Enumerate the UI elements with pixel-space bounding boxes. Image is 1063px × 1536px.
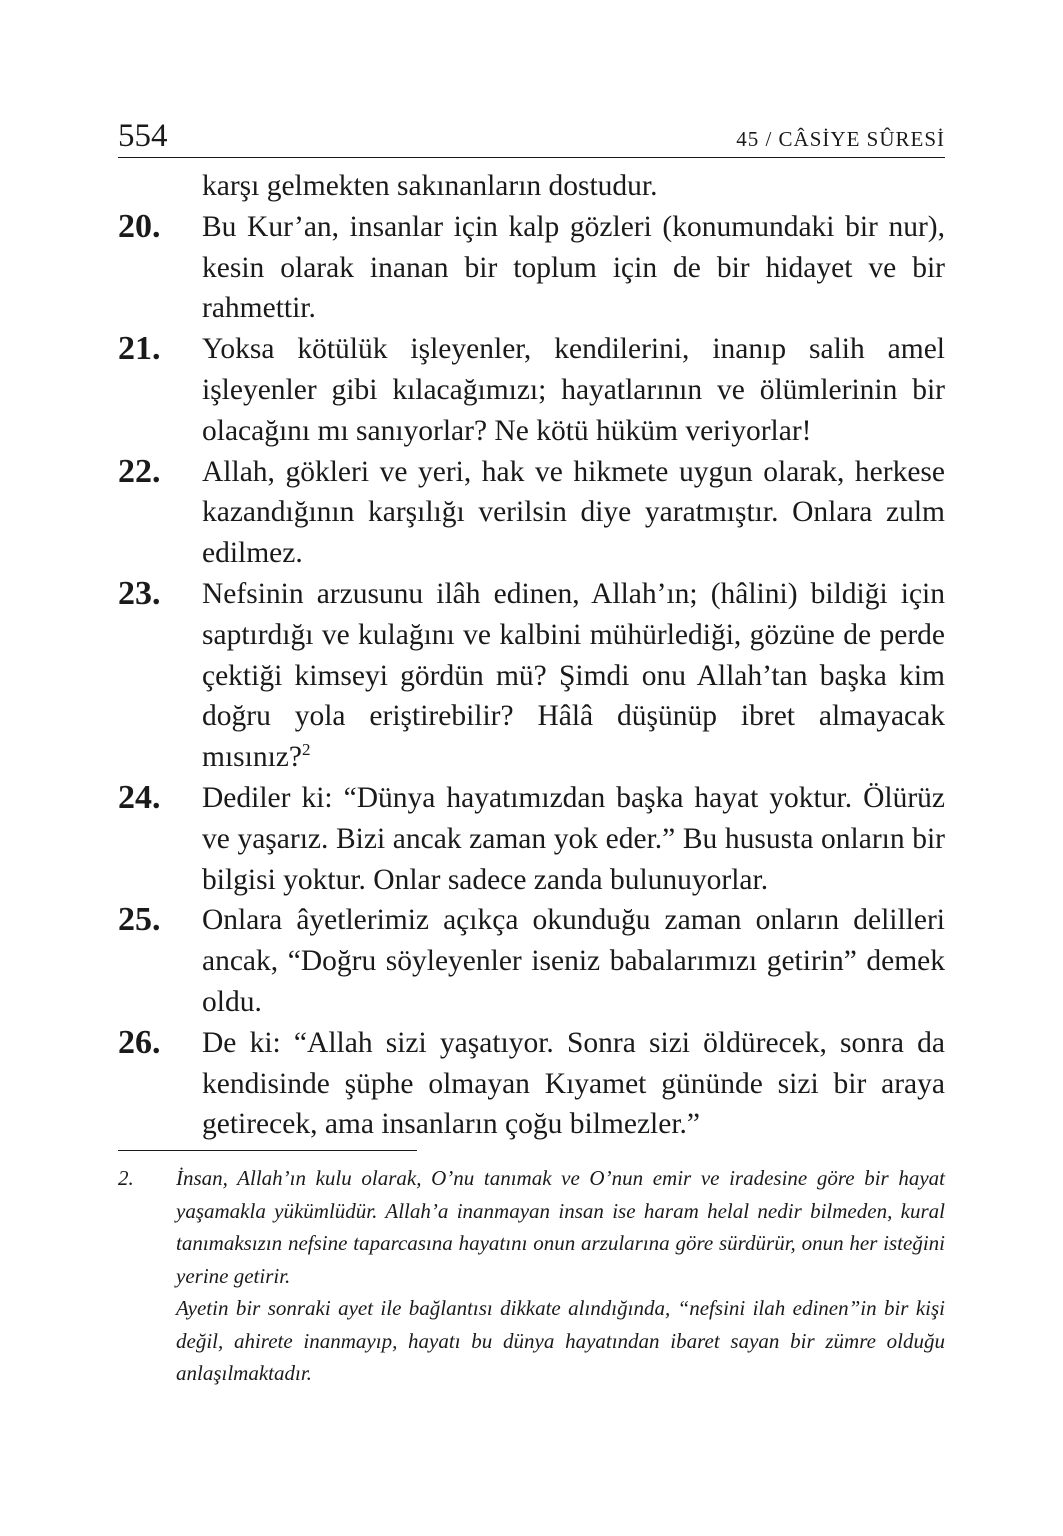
verse-text: Bu Kur’an, insanlar için kalp gözleri (konumundaki bir nur), kesin olarak inanan bir toplum için de bir hidayet ve bir rahmettir. [202, 210, 945, 325]
footnote-2 [118, 1162, 945, 1390]
verse-22 [118, 452, 945, 574]
footnotes [118, 1162, 945, 1390]
header-rule [118, 157, 945, 158]
page-number: 554 [118, 118, 168, 154]
running-head: 45 / CÂSİYE SÛRESİ [736, 127, 945, 151]
verse-21 [118, 329, 945, 451]
verse-list [118, 166, 945, 1145]
footnote-paragraph: İnsan, Allah’ın kulu olarak, O’nu tanımak ve O’nun emir ve iradesine göre bir hayat yaşamakla yükümlüdür. Allah’a inanmayan insan ise haram helal nedir bilmeden, kural tanımaksızın nefsine taparcasına hayatını onun arzularına göre sürdürür, onun her isteğini yerine getirir. [176, 1166, 945, 1288]
verse-number: 25. [118, 901, 161, 939]
footnote-paragraph: Ayetin bir sonraki ayet ile bağlantısı dikkate alındığında, “nefsini ilah edinen”in bir kişi değil, ahirete inanmayıp, hayatı bu dünya hayatından ibaret sayan bir zümre olduğu anlaşılmaktadır. [176, 1296, 945, 1385]
verse-26 [118, 1023, 945, 1145]
footnote-reference[interactable]: 2 [301, 740, 311, 760]
footnote-rule [118, 1150, 417, 1151]
verse-24 [118, 778, 945, 900]
verse-20 [118, 207, 945, 329]
verse-number: 23. [118, 574, 161, 612]
verse-25 [118, 900, 945, 1022]
verse-continuation [118, 166, 945, 207]
verse-text: karşı gelmekten sakınanların dostudur. [202, 170, 658, 202]
verse-text: Dediler ki: “Dünya hayatımızdan başka hayat yoktur. Ölürüz ve yaşarız. Bizi ancak zaman yok eder.” Bu hususta onların bir bilgisi yoktur. Onlar sadece zanda bulunuyorlar. [202, 781, 945, 896]
verse-number: 22. [118, 452, 161, 490]
verse-number: 24. [118, 778, 161, 816]
verse-text: Allah, gökleri ve yeri, hak ve hikmete uygun olarak, herkese kazandığının karşılığı verilsin diye yaratmıştır. Onlara zulm edilmez. [202, 455, 945, 570]
footnote-marker: 2. [118, 1166, 134, 1190]
verse-text: Yoksa kötülük işleyenler, kendilerini, inanıp salih amel işleyenler gibi kılacağımızı; hayatlarının ve ölümlerinin bir olacağını mı sanıyorlar? Ne kötü hüküm veriyorlar! [202, 333, 945, 447]
verse-23 [118, 574, 945, 778]
verse-text: Nefsinin arzusunu ilâh edinen, Allah’ın; (hâlini) bildiği için saptırdığı ve kulağını ve kalbini mühürlediği, gözüne de perde çektiği kimseyi gördün mü? Şimdi onu Allah’tan başka kim doğru yola eriştirebilir? Hâlâ düşünüp ibret almayacak mısınız? [202, 577, 945, 774]
verse-number: 26. [118, 1023, 161, 1061]
verse-number: 21. [118, 330, 161, 368]
verse-number: 20. [118, 207, 161, 245]
verse-text: De ki: “Allah sizi yaşatıyor. Sonra sizi öldürecek, sonra da kendisinde şüphe olmayan Kıyamet gününde sizi bir araya getirecek, ama insanların çoğu bilmezler.” [202, 1026, 945, 1141]
verse-text: Onlara âyetlerimiz açıkça okunduğu zaman onların delilleri ancak, “Doğru söyleyenler iseniz babalarımızı getirin” demek oldu. [202, 904, 945, 1018]
